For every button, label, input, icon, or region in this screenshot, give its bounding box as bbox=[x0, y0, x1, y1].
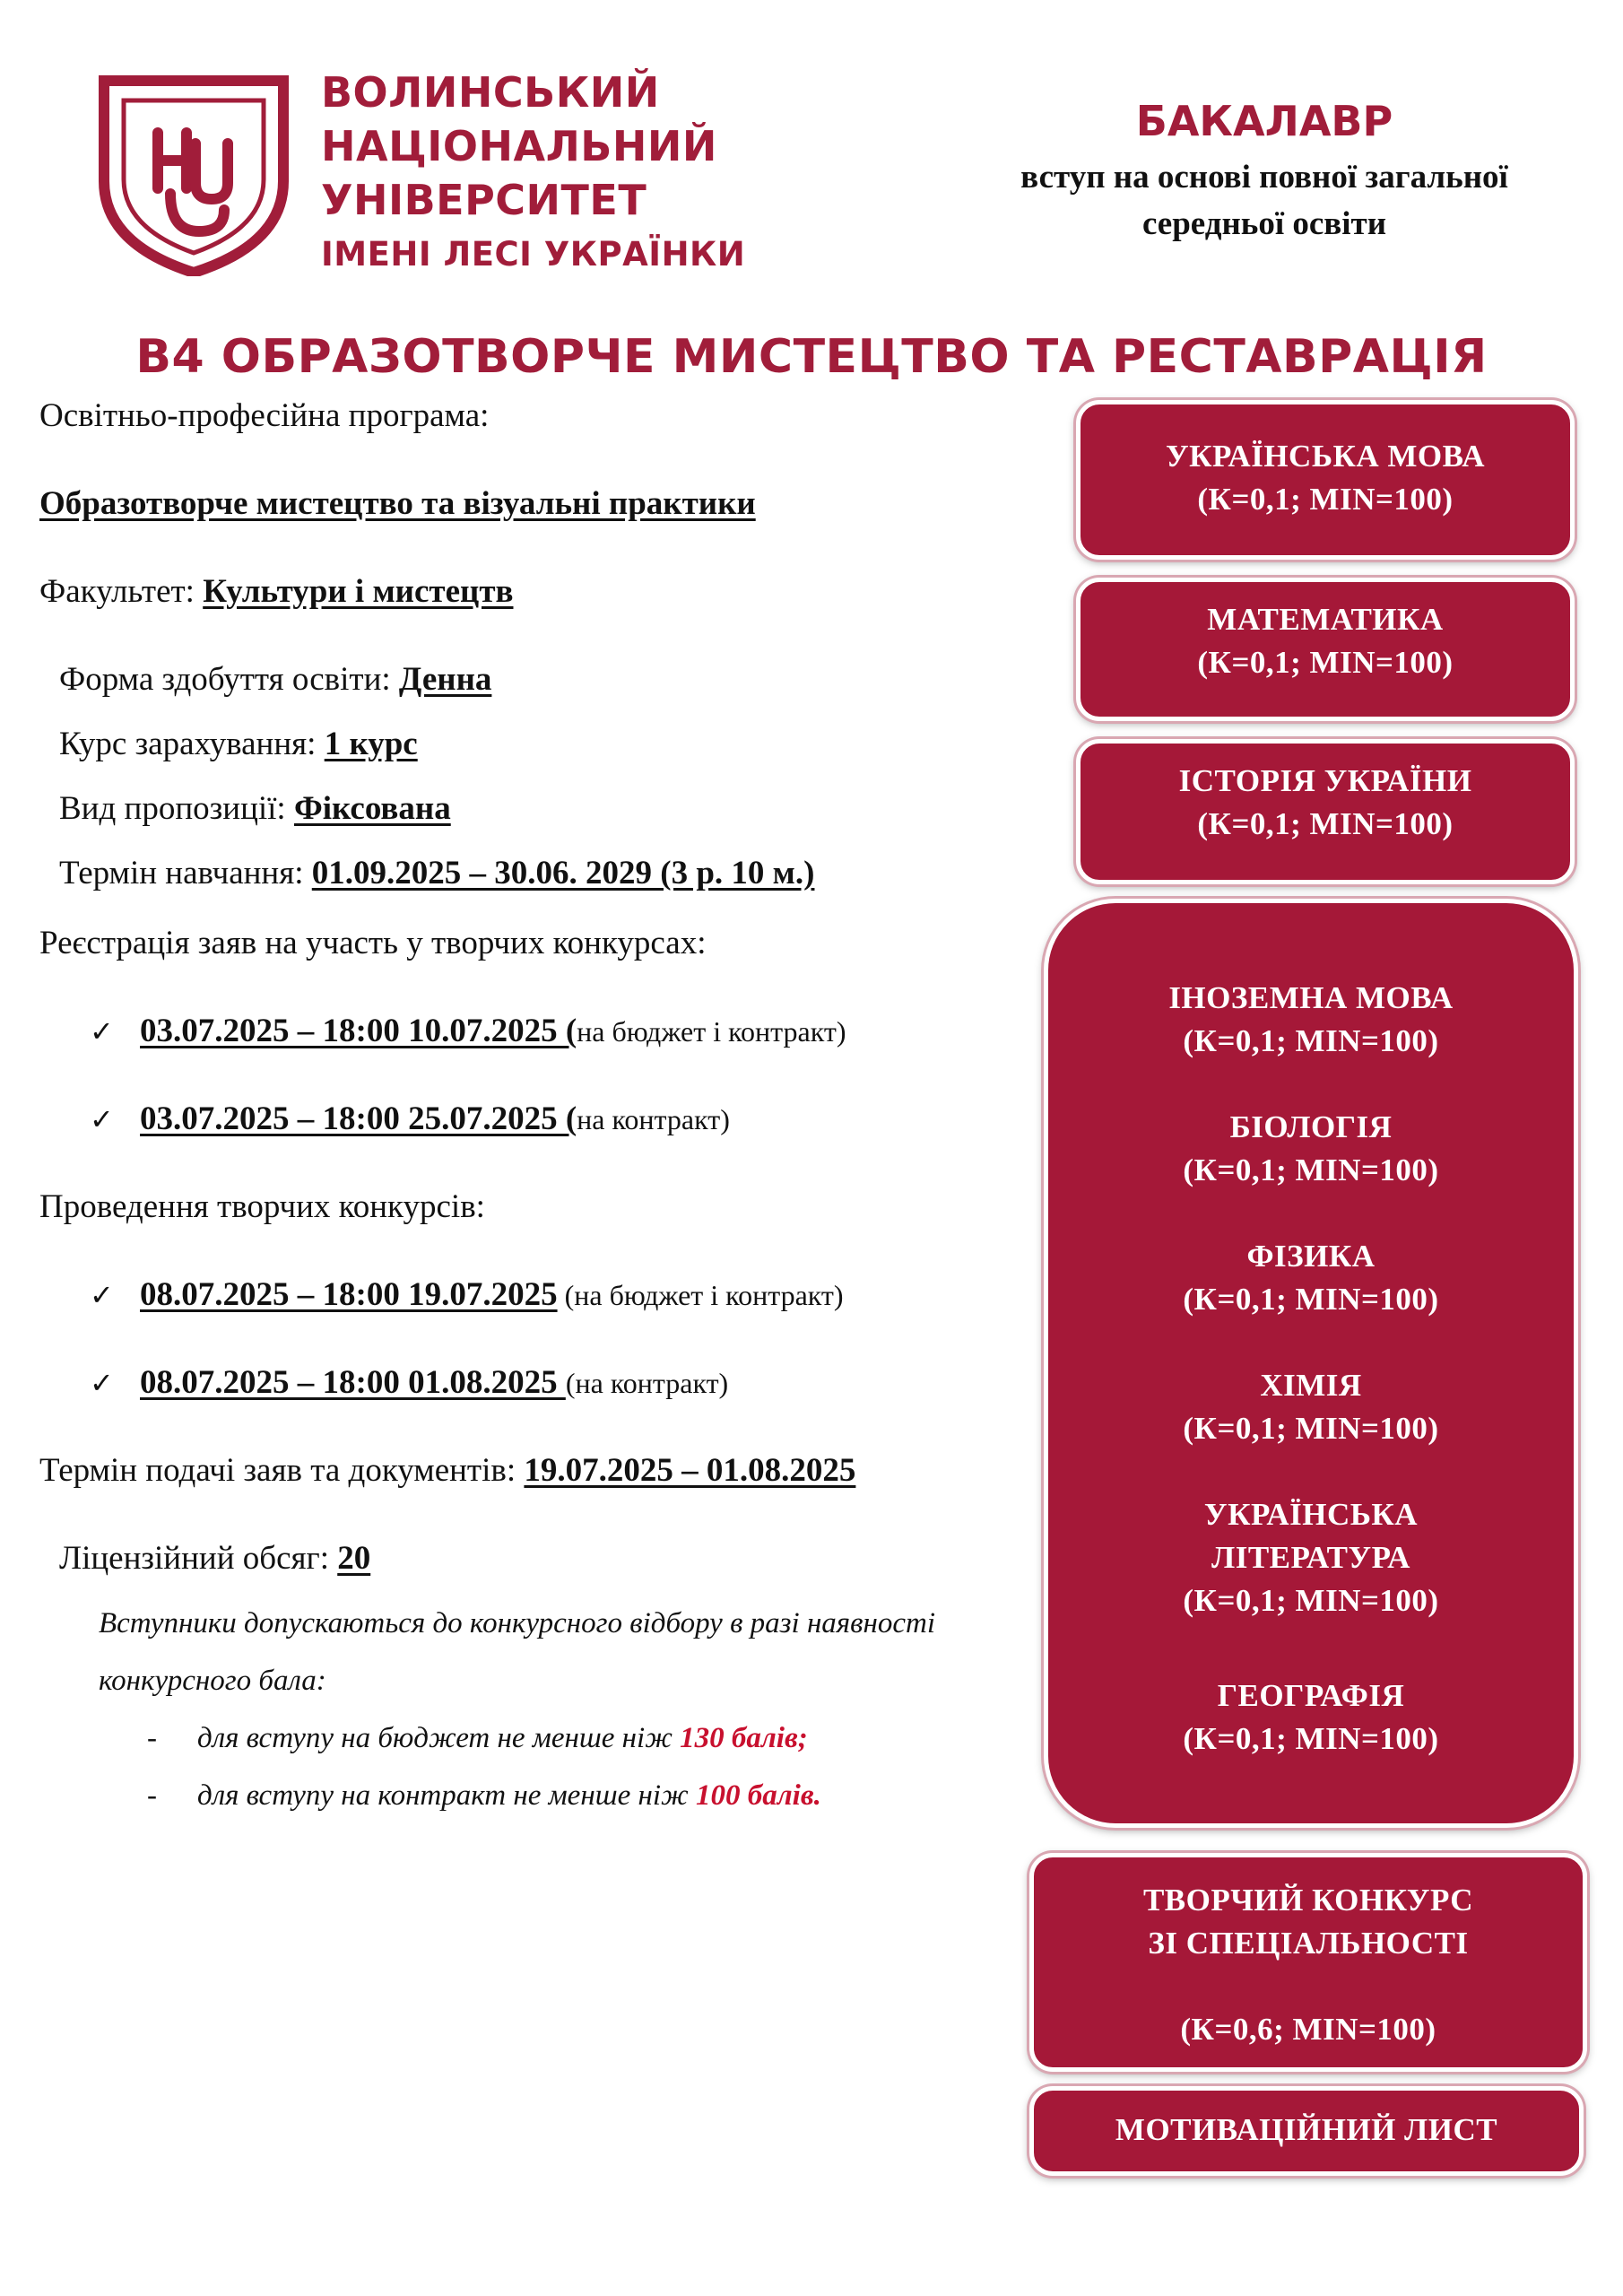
form-label: Форма здобуття освіти: bbox=[59, 661, 399, 698]
criterion-score: 130 балів; bbox=[680, 1722, 808, 1754]
elective-subjects-box bbox=[1044, 899, 1578, 1828]
license-row bbox=[59, 1539, 370, 1578]
subject-name: УКРАЇНСЬКА bbox=[1203, 1497, 1419, 1532]
subject-box-ukrainian-language bbox=[1076, 400, 1575, 560]
degree-level-subtitle bbox=[924, 154, 1605, 248]
university-name-line-2: НАЦІОНАЛЬНИЙ bbox=[321, 122, 717, 170]
degree-level-title: БАКАЛАВР bbox=[1135, 97, 1393, 145]
criterion-text: для вступу на контракт не менше ніж bbox=[197, 1779, 696, 1812]
checkmark-icon: ✓ bbox=[90, 1278, 114, 1312]
submission-value: 19.07.2025 – 01.08.2025 bbox=[524, 1452, 856, 1489]
form-row bbox=[59, 660, 491, 699]
subject-coefficient: (К=0,1; MIN=100) bbox=[1197, 806, 1454, 841]
subject-box-history-of-ukraine bbox=[1076, 739, 1575, 884]
creative-contest-line-1: ТВОРЧИЙ КОНКУРС bbox=[1142, 1883, 1474, 1918]
registration-item bbox=[90, 1012, 846, 1050]
contest-note: (на бюджет і контракт) bbox=[557, 1279, 844, 1311]
university-name-line-4: ІМЕНІ ЛЕСІ УКРАЇНКИ bbox=[321, 235, 746, 274]
course-label: Курс зарахування: bbox=[59, 726, 325, 762]
motivation-letter-box bbox=[1029, 2086, 1584, 2176]
registration-dates: 03.07.2025 – 18:00 10.07.2025 ( bbox=[140, 1013, 577, 1049]
checkmark-icon: ✓ bbox=[90, 1366, 114, 1400]
creative-contest-line-2: ЗІ СПЕЦІАЛЬНОСТІ bbox=[1148, 1926, 1469, 1961]
admission-criterion bbox=[147, 1779, 821, 1813]
contests-label: Проведення творчих конкурсів: bbox=[39, 1188, 485, 1225]
subject-box-mathematics bbox=[1076, 578, 1575, 721]
contest-dates: 08.07.2025 – 18:00 19.07.2025 bbox=[140, 1276, 558, 1313]
term-value: 01.09.2025 – 30.06. 2029 (3 р. 10 м.) bbox=[311, 855, 815, 891]
term-label: Термін навчання: bbox=[59, 855, 312, 891]
subject-name: УКРАЇНСЬКА МОВА bbox=[1165, 439, 1486, 474]
registration-dates: 03.07.2025 – 18:00 25.07.2025 ( bbox=[140, 1100, 577, 1137]
subtitle-line-2: середньої освіти bbox=[1141, 205, 1387, 242]
subject-name: МАТЕМАТИКА bbox=[1207, 602, 1444, 637]
subject-coefficient: (К=0,1; MIN=100) bbox=[1183, 1152, 1439, 1187]
term-row bbox=[59, 854, 814, 892]
university-name-line-1: ВОЛИНСЬКИЙ bbox=[321, 68, 660, 117]
admission-note-line-1: Вступники допускаються до конкурсного відбору в разі наявності bbox=[99, 1607, 935, 1639]
subject-coefficient: (К=0,1; MIN=100) bbox=[1197, 482, 1454, 517]
admission-note-line-2: конкурсного бала: bbox=[99, 1665, 326, 1697]
subject-name: ІНОЗЕМНА МОВА bbox=[1168, 980, 1454, 1015]
admission-criterion bbox=[147, 1722, 808, 1755]
subject-coefficient: (К=0,1; MIN=100) bbox=[1183, 1721, 1439, 1756]
criterion-score: 100 балів. bbox=[696, 1779, 821, 1812]
checkmark-icon: ✓ bbox=[90, 1014, 114, 1048]
license-value: 20 bbox=[337, 1540, 371, 1577]
dash-bullet: - bbox=[147, 1722, 157, 1754]
subject-coefficient: (К=0,1; MIN=100) bbox=[1183, 1411, 1439, 1446]
subject-name: ХІМІЯ bbox=[1260, 1368, 1362, 1403]
dash-bullet: - bbox=[147, 1779, 157, 1812]
subject-name: ГЕОГРАФІЯ bbox=[1217, 1678, 1405, 1713]
form-value: Денна bbox=[398, 661, 492, 698]
program-label: Освітньо-професійна програма: bbox=[39, 397, 490, 434]
offer-value: Фіксована bbox=[293, 790, 451, 827]
subject-coefficient: (К=0,1; MIN=100) bbox=[1183, 1023, 1439, 1058]
faculty-value: Культури і мистецтв bbox=[203, 573, 514, 610]
contest-dates: 08.07.2025 – 18:00 01.08.2025 bbox=[140, 1364, 566, 1401]
registration-label: Реєстрація заяв на участь у творчих конкурсах: bbox=[39, 925, 707, 961]
page-title: B4 ОБРАЗОТВОРЧЕ МИСТЕЦТВО ТА РЕСТАВРАЦІЯ bbox=[135, 330, 1488, 384]
creative-contest-box bbox=[1029, 1853, 1587, 2072]
faculty-row bbox=[39, 572, 513, 611]
offer-row bbox=[59, 789, 451, 828]
subject-coefficient: (К=0,1; MIN=100) bbox=[1197, 645, 1454, 680]
submission-row bbox=[39, 1451, 855, 1490]
faculty-label: Факультет: bbox=[39, 573, 204, 610]
university-name-line-3: УНІВЕРСИТЕТ bbox=[321, 176, 647, 224]
university-logo-emblem bbox=[99, 74, 289, 276]
offer-label: Вид пропозиції: bbox=[59, 790, 294, 827]
subject-name: БІОЛОГІЯ bbox=[1229, 1109, 1393, 1144]
contest-item bbox=[90, 1363, 728, 1402]
license-label: Ліцензійний обсяг: bbox=[59, 1540, 338, 1577]
criterion-text: для вступу на бюджет не менше ніж bbox=[197, 1722, 681, 1754]
creative-contest-coefficient: (К=0,6; MIN=100) bbox=[1180, 2012, 1436, 2047]
submission-label: Термін подачі заяв та документів: bbox=[39, 1452, 525, 1489]
checkmark-icon: ✓ bbox=[90, 1102, 114, 1136]
subject-coefficient: (К=0,1; MIN=100) bbox=[1183, 1583, 1439, 1618]
subtitle-line-1: вступ на основі повної загальної bbox=[1020, 159, 1508, 196]
program-name: Образотворче мистецтво та візуальні практики bbox=[39, 485, 756, 522]
registration-note: на контракт) bbox=[577, 1103, 730, 1135]
subject-name-line-2: ЛІТЕРАТУРА bbox=[1211, 1540, 1410, 1575]
motivation-letter-label: МОТИВАЦІЙНИЙ ЛИСТ bbox=[1115, 2112, 1498, 2147]
registration-note: на бюджет і контракт) bbox=[577, 1015, 846, 1048]
contest-item bbox=[90, 1275, 844, 1314]
subject-name: ІСТОРІЯ УКРАЇНИ bbox=[1178, 763, 1472, 798]
subject-name: ФІЗИКА bbox=[1246, 1239, 1376, 1274]
course-row bbox=[59, 725, 418, 763]
contest-note: (на контракт) bbox=[565, 1367, 729, 1399]
registration-item bbox=[90, 1100, 730, 1138]
course-value: 1 курс bbox=[324, 726, 418, 762]
subject-coefficient: (К=0,1; MIN=100) bbox=[1183, 1282, 1439, 1317]
